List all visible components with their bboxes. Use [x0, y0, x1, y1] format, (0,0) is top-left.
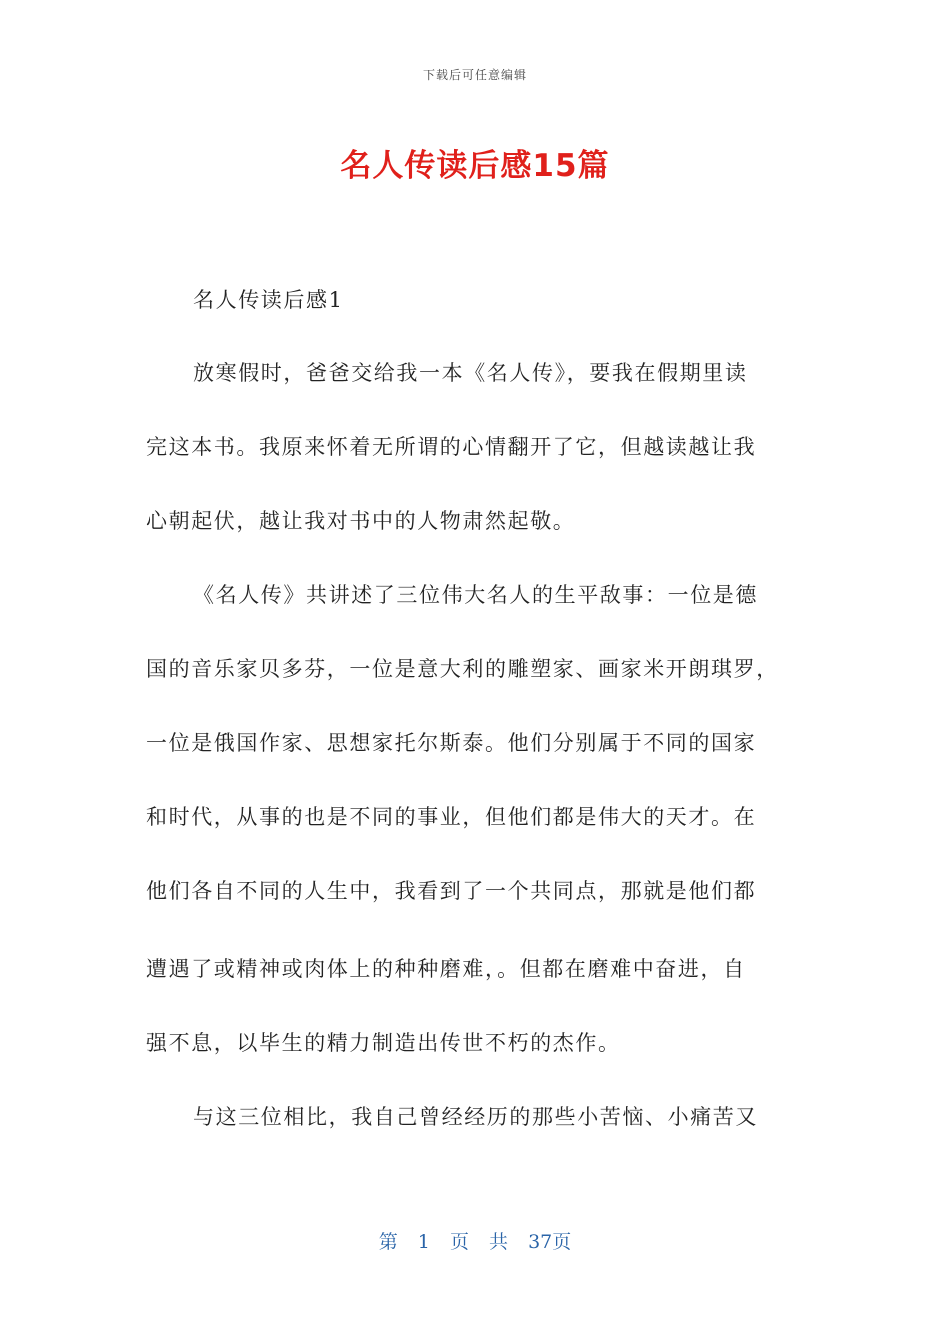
- footer-total-label: 共: [489, 1231, 509, 1253]
- paragraph-line: 国的音乐家贝多芬，一位是意大利的雕塑家、画家米开朗琪罗，: [146, 657, 779, 681]
- paragraph-line: 放寒假时，爸爸交给我一本《名人传》，要我在假期里读: [193, 361, 748, 385]
- paragraph-line: 《名人传》共讲述了三位伟大名人的生平敌事：一位是德: [193, 583, 758, 607]
- document-title: 名人传读后感15篇: [340, 148, 610, 184]
- paragraph-line: 一位是俄国作家、思想家托尔斯泰。他们分别属于不同的国家: [146, 731, 757, 755]
- total-pages: 37页: [528, 1231, 572, 1253]
- paragraph-line: 完这本书。我原来怀着无所谓的心情翻开了它，但越读越让我: [146, 435, 757, 459]
- paragraph-line: 遭遇了或精神或肉体上的种种磨难，。但都在磨难中奋进，自: [146, 957, 746, 981]
- header-note: 下载后可任意编辑: [422, 68, 527, 82]
- current-page-number: 1: [417, 1231, 430, 1253]
- footer-page-label: 页: [449, 1231, 469, 1253]
- paragraph-line: 与这三位相比，我自己曾经经历的那些小苦恼、小痛苦又: [193, 1105, 758, 1129]
- paragraph-line: 他们各自不同的人生中，我看到了一个共同点，那就是他们都: [146, 879, 757, 903]
- section-heading: 名人传读后感1: [193, 288, 344, 312]
- paragraph-line: 强不息，以毕生的精力制造出传世不朽的杰作。: [146, 1031, 621, 1055]
- paragraph-line: 和时代，从事的也是不同的事业，但他们都是伟大的天才。在: [146, 805, 757, 829]
- page-footer: [0, 1227, 950, 1254]
- footer-prefix: 第: [378, 1231, 398, 1253]
- paragraph-line: 心朝起伏，越让我对书中的人物肃然起敬。: [146, 509, 576, 533]
